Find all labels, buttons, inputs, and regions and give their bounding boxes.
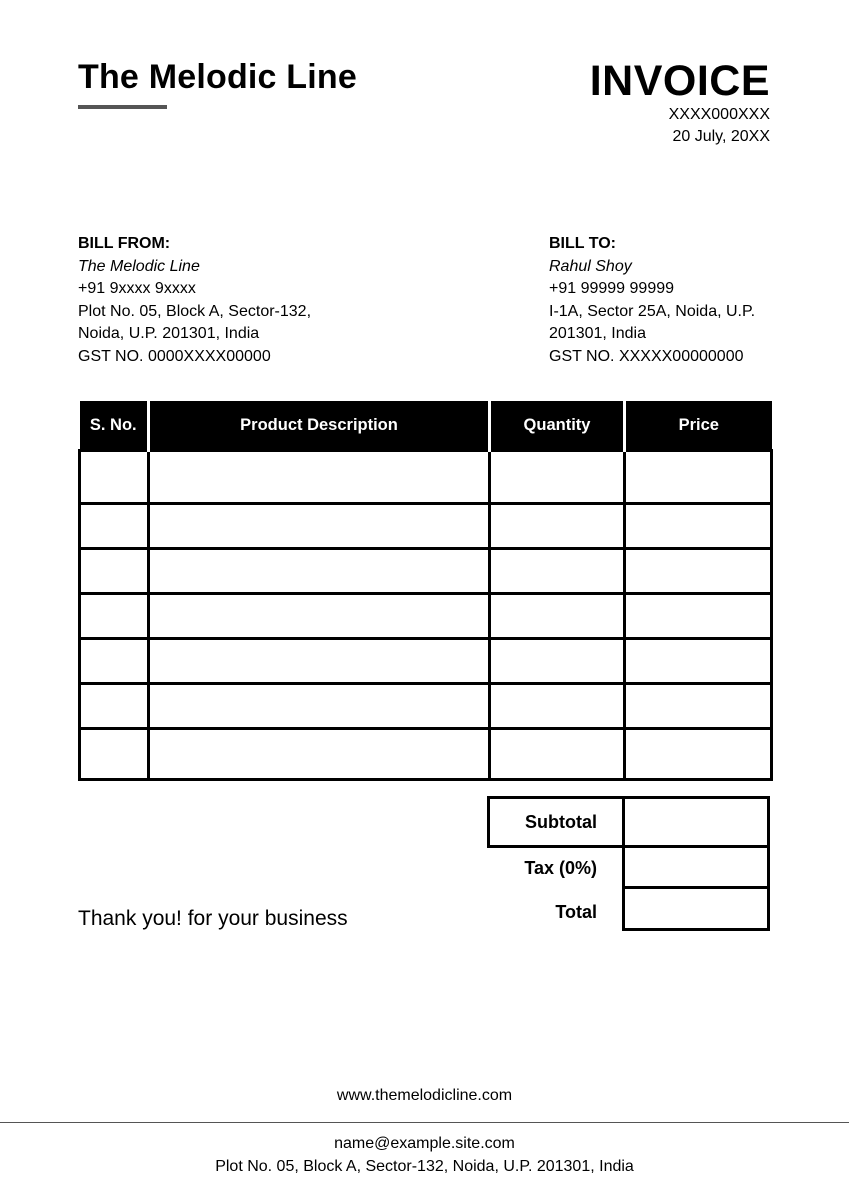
total-value-box	[622, 886, 770, 931]
invoice-title: INVOICE	[589, 57, 770, 105]
table-row	[80, 684, 772, 729]
serial-cell	[80, 504, 149, 549]
bill-from-gst: GST NO. 0000XXXX00000	[78, 347, 271, 365]
bill-to-name: Rahul Shoy	[549, 257, 632, 275]
subtotal-value-box	[622, 796, 770, 848]
bill-from-address-line1: Plot No. 05, Block A, Sector-132,	[78, 302, 312, 320]
bill-to-address-line2: 201301, India	[549, 325, 646, 342]
serial-cell	[80, 729, 149, 780]
serial-cell	[80, 594, 149, 639]
bill-to-gst: GST NO. XXXXX00000000	[549, 347, 744, 365]
footer-email[interactable]: name@example.site.com	[334, 1135, 515, 1152]
table-row	[80, 639, 772, 684]
description-cell	[149, 451, 490, 504]
price-cell	[625, 729, 772, 780]
bill-from-heading: BILL FROM:	[78, 235, 171, 252]
bill-to-block	[549, 233, 779, 368]
price-cell	[625, 594, 772, 639]
quantity-cell	[490, 451, 625, 504]
bill-from-block	[78, 233, 378, 368]
bill-to-heading: BILL TO:	[549, 235, 616, 252]
serial-cell	[80, 451, 149, 504]
bill-from-name: The Melodic Line	[78, 257, 200, 275]
description-cell	[149, 639, 490, 684]
bill-from-address-line2: Noida, U.P. 201301, India	[78, 325, 260, 342]
serial-cell	[80, 684, 149, 729]
quantity-cell	[490, 684, 625, 729]
header-price: Price	[625, 401, 772, 451]
serial-cell	[80, 639, 149, 684]
invoice-number: XXXX000XXX	[668, 106, 770, 123]
header-serial-number: S. No.	[80, 401, 149, 451]
table-row	[80, 729, 772, 780]
description-cell	[149, 594, 490, 639]
tax-value-box	[622, 845, 770, 889]
subtotal-label: Subtotal	[525, 812, 597, 832]
company-name: The Melodic Line	[78, 58, 358, 96]
footer-divider	[0, 1122, 849, 1123]
price-cell	[625, 549, 772, 594]
table-row	[80, 451, 772, 504]
header-quantity: Quantity	[490, 401, 625, 451]
thank-you-note: Thank you! for your business	[78, 907, 348, 930]
price-cell	[625, 451, 772, 504]
total-label: Total	[555, 902, 597, 922]
table-row	[80, 504, 772, 549]
description-cell	[149, 684, 490, 729]
bill-to-address-line1: I-1A, Sector 25A, Noida, U.P.	[549, 302, 756, 320]
description-cell	[149, 504, 490, 549]
quantity-cell	[490, 549, 625, 594]
footer-website[interactable]: www.themelodicline.com	[336, 1087, 513, 1104]
tax-label: Tax (0%)	[524, 858, 597, 878]
quantity-cell	[490, 729, 625, 780]
price-cell	[625, 639, 772, 684]
company-underline	[78, 105, 167, 109]
invoice-date: 20 July, 20XX	[672, 128, 770, 145]
table-row	[80, 594, 772, 639]
price-cell	[625, 504, 772, 549]
header-product-description: Product Description	[149, 401, 490, 451]
quantity-cell	[490, 639, 625, 684]
price-cell	[625, 684, 772, 729]
table-row	[80, 549, 772, 594]
description-cell	[149, 729, 490, 780]
items-table	[78, 401, 773, 781]
bill-to-phone: +91 99999 99999	[549, 280, 675, 297]
footer-address: Plot No. 05, Block A, Sector-132, Noida, U.P. 201301, India	[215, 1158, 634, 1175]
bill-from-phone: +91 9xxxx 9xxxx	[78, 280, 196, 297]
serial-cell	[80, 549, 149, 594]
table-header-row	[80, 401, 772, 451]
quantity-cell	[490, 504, 625, 549]
description-cell	[149, 549, 490, 594]
quantity-cell	[490, 594, 625, 639]
